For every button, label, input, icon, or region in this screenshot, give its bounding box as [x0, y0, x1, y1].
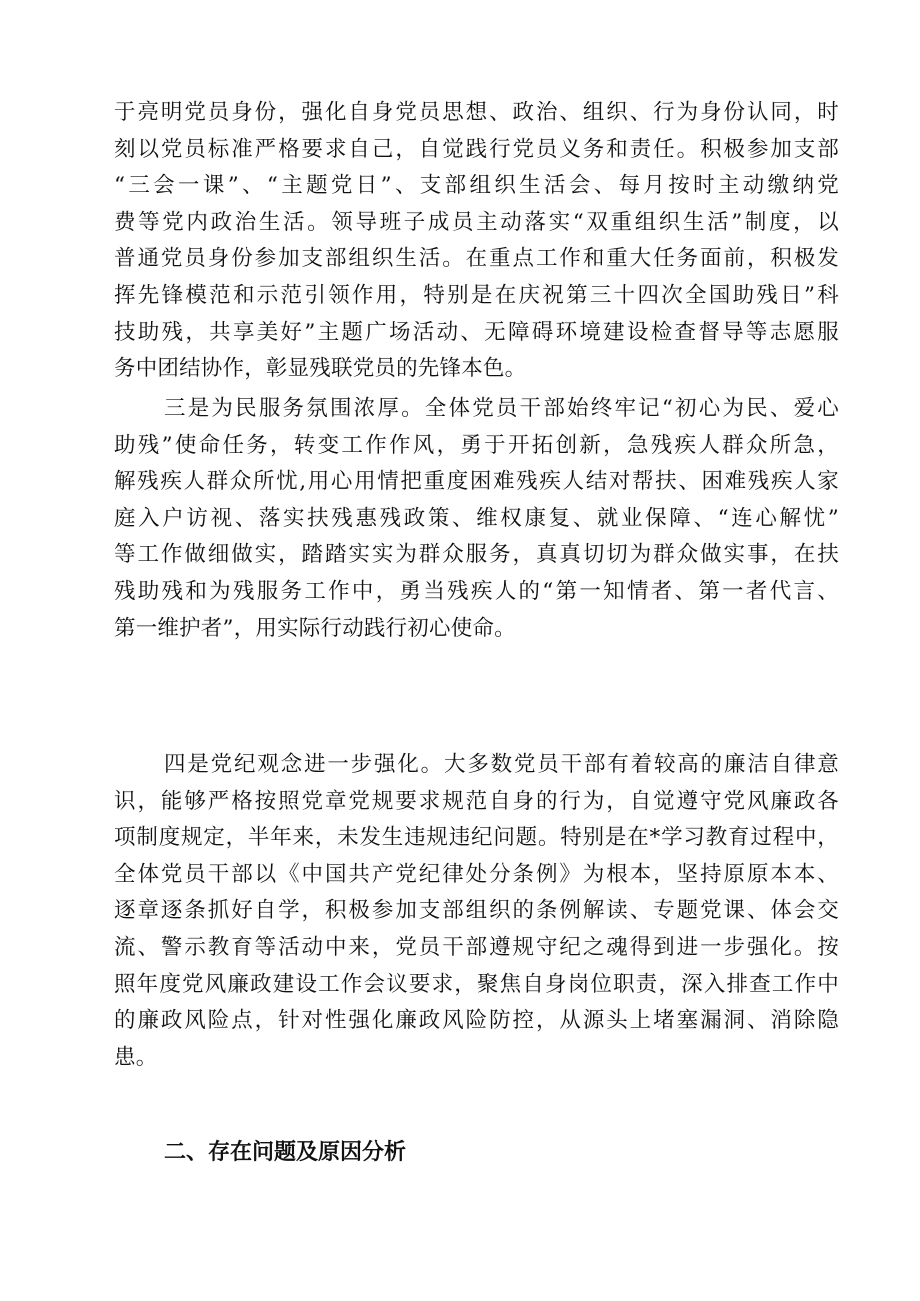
text-line: 的廉政风险点，针对性强化廉政风险防控，从源头上堵塞漏洞、消除隐 — [114, 1008, 839, 1034]
text-line: 刻以党员标准严格要求自己，自觉践行党员义务和责任。积极参加支部 — [114, 136, 839, 162]
paragraph-serve-people — [114, 391, 839, 647]
text-line: 患。 — [114, 1044, 158, 1070]
paragraph-party-discipline — [114, 747, 839, 1076]
text-line: 识，能够严格按照党章党规要求规范自身的行为，自觉遵守党风廉政各 — [114, 788, 839, 814]
text-line: “三会一课”、“主题党日”、支部组织生活会、每月按时主动缴纳党 — [114, 173, 839, 199]
text-line: 项制度规定，半年来，未发生违规违纪问题。特别是在*学习教育过程中， — [114, 825, 839, 851]
text-line: 第一维护者”，用实际行动践行初心使命。 — [114, 615, 516, 641]
text-line: 普通党员身份参加支部组织生活。在重点工作和重大任务面前，积极发 — [114, 246, 839, 272]
text-line: 三是为民服务氛围浓厚。全体党员干部始终牢记“初心为民、爱心 — [164, 396, 839, 421]
text-line: 助残”使命任务，转变工作作风，勇于开拓创新，急残疾人群众所急， — [114, 432, 839, 458]
text-line: 等工作做细做实，踏踏实实为群众服务，真真切切为群众做实事，在扶 — [114, 542, 839, 568]
text-line: 技助残，共享美好”主题广场活动、无障碍环境建设检查督导等志愿服 — [114, 319, 839, 345]
text-line: 流、警示教育等活动中来，党员干部遵规守纪之魂得到进一步强化。按 — [114, 934, 839, 960]
text-line: 庭入户访视、落实扶残惠残政策、维权康复、就业保障、“连心解忧” — [114, 505, 839, 531]
text-line: 挥先锋模范和示范引领作用，特别是在庆祝第三十四次全国助残日”科 — [114, 282, 839, 308]
section-heading: 二、存在问题及原因分析 — [164, 1140, 407, 1165]
text-line: 全体党员干部以《中国共产党纪律处分条例》为根本，坚持原原本本、 — [114, 861, 839, 887]
text-line: 残助残和为残服务工作中，勇当残疾人的“第一知情者、第一者代言、 — [114, 578, 839, 604]
text-line: 务中团结协作，彰显残联党员的先锋本色。 — [114, 356, 527, 382]
text-line: 于亮明党员身份，强化自身党员思想、政治、组织、行为身份认同，时 — [114, 100, 839, 125]
text-line: 四是党纪观念进一步强化。大多数党员干部有着较高的廉洁自律意 — [164, 752, 839, 777]
text-line: 逐章逐条抓好自学，积极参加支部组织的条例解读、专题党课、体会交 — [114, 898, 839, 924]
text-line: 照年度党风廉政建设工作会议要求，聚焦自身岗位职责，深入排查工作中 — [114, 971, 839, 997]
paragraph-party-identity — [114, 95, 839, 388]
text-line: 解残疾人群众所忧,用心用情把重度困难残疾人结对帮扶、困难残疾人家 — [114, 469, 839, 495]
text-line: 费等党内政治生活。领导班子成员主动落实“双重组织生活”制度，以 — [114, 209, 839, 235]
